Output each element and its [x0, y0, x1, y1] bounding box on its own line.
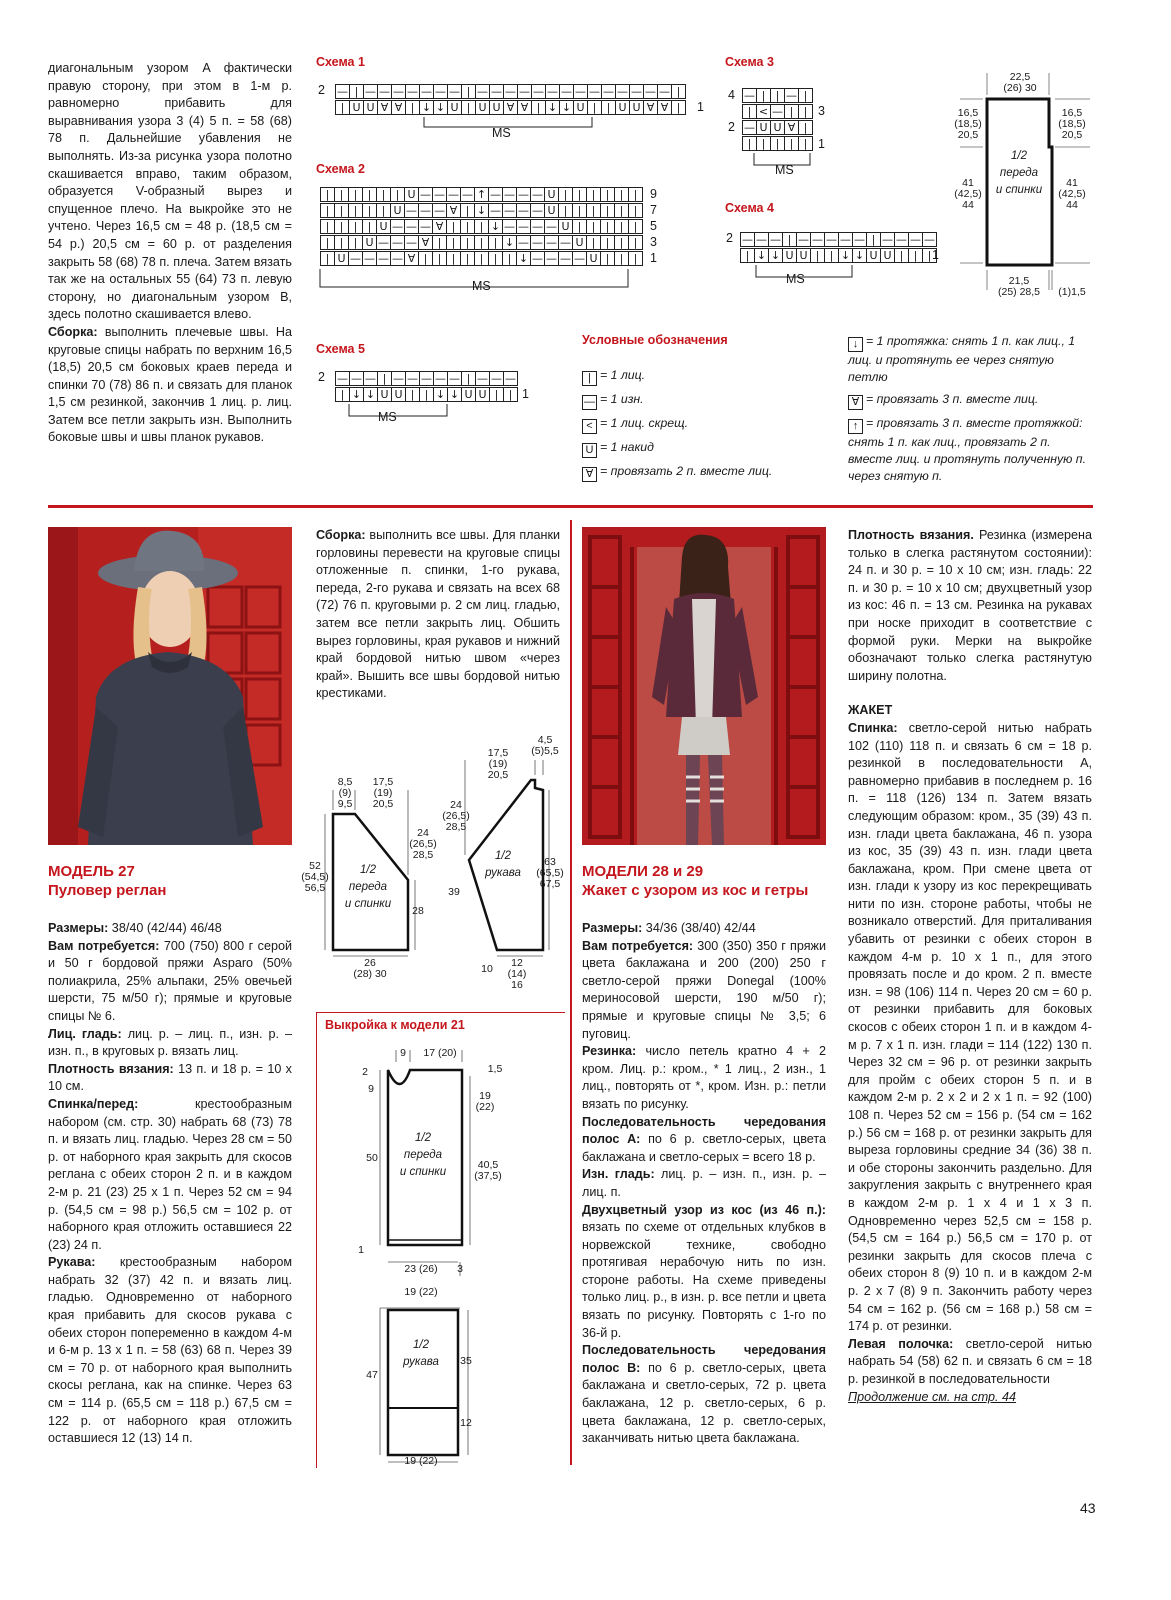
legend-left [582, 367, 822, 482]
pattern-21-right-15: 1,5 [487, 1063, 503, 1075]
top-left-text-block [48, 60, 292, 447]
pattern-21-sleeve-center: 1/2 рукава [403, 1339, 439, 1368]
raglan-label-f: 26 (28) 30 [353, 957, 387, 980]
scheme-4-row-top: — — — | — — — — — | — — — — [742, 233, 935, 246]
model-28-title: МОДЕЛИ 28 и 29 [582, 863, 704, 880]
scheme-1-row-2: 2 [318, 83, 325, 97]
scheme-1-row-1: 1 [697, 100, 704, 114]
top-right-pattern-left-mid: 41 (42,5) 44 [954, 177, 982, 211]
scheme-3-row-1: 1 [818, 137, 825, 151]
model-27-density: Плотность вязания: 13 п. и 18 р. = 10 х 10 см. [48, 1061, 292, 1094]
model-28-text [582, 920, 826, 1448]
raglan-label-h: 4,5 (5)5,5 [531, 734, 559, 757]
model-28-cable: Двухцветный узор из кос (из 46 п.): вязать по схеме от отдельных клубков в норвежской технике, свободно протягивая нерабочую нить по изн. стороне работы. На схеме приведены только лиц. р., в изн. р. все петли и цвета вязать по рисунку. Повторять с 1-го по 36-й р. [582, 1202, 826, 1340]
model-27-back: Спинка/перед: крестообразным набором (см. стр. 30) набрать 68 (73) 78 п. и вязать лиц. гладью. Через 28 см = 50 р. от наборного края закрыть для скосов реглана с обеих сторон 2 п. и в каждом 2-м р. 21 (23) 25 х 1 п. Через 52 см = 94 р. (54,5 см = 98 р.) 56,5 см = 102 р. от наборного края отложить оставшиеся 22 (23) 24 п. [48, 1096, 292, 1252]
top-left-assembly: Сборка: выполнить плечевые швы. На круговые спицы набрать по верхним 16,5 (18,5) 20,5 см боковых краев переда и спинки 70 (78) 86 п. и связать для планок 1,5 см резинкой, закончив 1 лиц. р. лиц. Затем все петли закрыть изн. Выполнить боковые швы и швы планок рукавов. [48, 324, 292, 445]
top-left-paragraph: диагональным узором A фактически правую сторону, при этом в 1-м р. равномерно прибавить для выравнивания узора 3 (4) 5 п. = 58 (68) 78 п. Дальнейшие убавления не выполнять. Из-за рисунка узора полотно скашивается вправо, таким образом, образуется V-образный вырез и спущенное плечо. На выкройке это не учтено. Через 16,5 см = 48 р. (18,5 см = 54 р.) 20,5 см = 60 р. от разделения закрыть 58 (68) 78 п. плеча. Затем вязать так же на остальных 55 (64) 73 п. левую сторону, но диагональным узором B, здесь полотно скашивается влево. [48, 61, 292, 322]
scheme-2-row-7: 7 [650, 203, 657, 217]
legend-item-ssk: ↓ = 1 протяжка: снять 1 п. как лиц., 1 лиц. и протянуть ее через снятую петлю [848, 334, 1076, 384]
top-right-pattern-right-top: 16,5 (18,5) 20,5 [1058, 107, 1086, 141]
scheme-4-row-1: 1 [932, 248, 939, 262]
right-column-text [848, 527, 1092, 1406]
scheme-3-row-3: 3 [818, 104, 825, 118]
pattern-21-bottom-b: 3 [457, 1263, 463, 1275]
scheme-1-row-top: — | — — — — — — — | — — — — — — — — — — — — — — | [335, 84, 686, 98]
pattern-21-top-a: 9 [400, 1047, 406, 1059]
scheme-4-row-2: 2 [726, 231, 733, 245]
legend-item-purl: — = 1 изн. [584, 392, 644, 408]
raglan-label-l: 10 [481, 963, 493, 975]
top-right-pattern-left-top: 16,5 (18,5) 20,5 [954, 107, 982, 141]
top-right-pattern-right-mid: 41 (42,5) 44 [1058, 177, 1086, 211]
model-27-title: МОДЕЛЬ 27 [48, 863, 135, 880]
pattern-21-sleeve-left: 47 [366, 1369, 378, 1381]
raglan-label-m: 12 (14) 16 [507, 957, 527, 991]
section-divider [48, 505, 1093, 508]
pattern-21-left-9: 9 [368, 1083, 374, 1095]
raglan-label-d: 52 (54,5) 56,5 [301, 860, 329, 894]
pattern-21-top-b: 17 (20) [423, 1047, 457, 1059]
scheme-2-ms: MS [472, 279, 491, 293]
scheme-4-ms-bracket [740, 263, 940, 288]
pattern-21-center: 1/2 переда и спинки [399, 1132, 447, 1178]
scheme-2-row-5: 5 [650, 219, 657, 233]
raglan-label-k: 63 (65,5) 67,5 [536, 856, 564, 890]
sweater-photo-illustration [48, 527, 292, 845]
pattern-21-right-405: 40,5 (37,5) [474, 1159, 502, 1182]
pattern-21-sleeve-top: 19 (22) [404, 1286, 438, 1298]
scheme-1-ms: MS [492, 126, 511, 140]
scheme-5-title: Схема 5 [316, 342, 365, 356]
scheme-2-row-9: 9 [650, 187, 657, 201]
raglan-label-e: 28 [412, 905, 424, 917]
model-27-stockinette: Лиц. гладь: лиц. р. – лиц. п., изн. р. – изн. п., в круговых р. вязать лиц. [48, 1026, 293, 1059]
legend-item-sk2p: ↑ = провязать 3 п. вместе протяжкой: снять 1 п. как лиц., провязать 2 п. вместе лиц. и протянуть полученную п. через снятую п. [848, 416, 1086, 483]
scheme-3-ms: MS [775, 163, 794, 177]
scheme-5-row-top: — — — | — — — — — | — — — [337, 372, 516, 385]
scheme-5-ms-bracket [335, 402, 485, 427]
model-27-sizes: Размеры: 38/40 (42/44) 46/48 [48, 921, 222, 935]
continue-link[interactable]: Продолжение см. на стр. 44 [848, 1389, 1017, 1404]
top-right-pattern-center: 1/2 переда и спинки [995, 150, 1043, 196]
pattern-21-sleeve-bottom: 19 (22) [404, 1455, 438, 1467]
model-28-heading [582, 862, 826, 900]
raglan-front-label: 1/2 переда и спинки [344, 864, 392, 910]
raglan-label-j: 39 [448, 886, 460, 898]
scheme-4-title: Схема 4 [725, 201, 774, 215]
top-right-pattern-bottom-right: (1)1,5 [1058, 286, 1086, 298]
legend-item-knit: | = 1 лиц. [582, 367, 822, 386]
scheme-5-row-bottom: | ↓ ↓ U U | | ↓ ↓ U U | | [335, 387, 518, 401]
scheme-1-title: Схема 1 [316, 55, 365, 69]
pattern-21-left-1: 1 [358, 1244, 364, 1256]
legend-title: Условные обозначения [582, 333, 728, 347]
scheme-2-row-1: 1 [650, 251, 657, 265]
model-27-sleeves: Рукава: крестообразным набором набрать 32 (37) 42 п. и вязать лиц. гладью. Одновременно от наборного края прибавить для скосов рукава с обеих сторон попеременно в каждом 4-м и 6-м р. 13 х 1 п. = 58 (63) 68 п. Через 39 см = 70 р. от наборного края выполнить скосы реглана, как на спинке. Через 63 см = 114 р. (65,5 см = 118 р.) 67,5 см = 122 р. от наборного края отложить оставшиеся 12 (13) 14 п. [48, 1255, 292, 1446]
scheme-4-row-bottom: | ↓ ↓ U U | | ↓ ↓ U U | | | [740, 248, 937, 262]
jacket-heading: ЖАКЕТ [848, 703, 893, 718]
model-27-text [48, 920, 292, 1448]
pattern-21-sleeve-right2: 12 [460, 1417, 472, 1429]
model-27-subtitle: Пуловер реглан [48, 882, 167, 899]
raglan-label-a: 8,5 (9) 9,5 [337, 776, 353, 810]
model-28-sizes: Размеры: 34/36 (38/40) 42/44 [582, 921, 756, 935]
legend-item-k3tog: ∀ = провязать 3 п. вместе лиц. [848, 391, 1096, 410]
jacket-photo-illustration [582, 527, 826, 845]
scheme-3-row-2: 2 [728, 120, 735, 134]
right-density: Плотность вязания. Резинка (измерена только в слегка растянутом состоянии): 24 п. и 30 р. = 10 х 10 см; изн. гладь: 22 п. и 30 р. = 10 х 10 см; двухцветный узор из кос: 46 п. = 13 см. Резинка на рукавах при носке приходит в соответствие с формой руки. Мерки на выкройке обозначают только слегка растянутую ширину полотна. [848, 528, 1092, 683]
pattern-21-title: Выкройка к модели 21 [325, 1018, 465, 1032]
pattern-21-left-2: 2 [362, 1066, 368, 1078]
scheme-5-ms: MS [378, 410, 397, 424]
scheme-5-row-2: 2 [318, 370, 325, 384]
top-right-pattern-top: 22,5 (26) 30 [1003, 71, 1037, 94]
top-right-pattern-bottom: 21,5 (25) 28,5 [997, 275, 1041, 298]
legend-item-yarnover: U = 1 накид [582, 439, 822, 458]
model-28-seq-b: Последовательность чередования полос В: по 6 р. светло-серых, цвета баклажана и светло-серых, 72 р. цвета баклажана, 12 р. светло-серых, 6 р. цвета баклажана, 12 р. светло-серых, заканчивать нитью цвета баклажана. [582, 1343, 826, 1446]
model-28-materials: Вам потребуется: 300 (350) 350 г пряжи цвета баклажана и 200 (200) 250 г светло-серой пряжи Donegal (100% мериносовой шерсти, 190 м/50 г); прямые и круговые спицы № 3,5; 6 пуговиц. [582, 938, 826, 1041]
jacket-back: Спинка: светло-серой нитью набрать 102 (110) 118 п. и связать 6 см = 18 р. резинкой в последовательности А, равномерно прибавив в последнем р. 16 п. = 118 (126) 134 п. Затем вязать следующим образом: кром., 35 (39) 43 п. изн. глади цвета баклажана, 46 п. узора из кос, 35 (39) 43 п. изн. глади цвета баклажана, кром. При смене цвета от изн. глади к узору из кос перекрещивать нити по изн. стороне работы, чтобы не возникало отверстий. Для приталивания убавить от резинки с обеих сторон в каждом 4-м р. 10 х 1 п., для этого провязать после и до кром. 2 п. вместе изн. = 98 (106) 114 п. Через 20 см = 60 р. от резинки прибавить для боковых скосов с обеих сторон 1 п. и в каждом 4-м р. 7 х 1 п. изн. глади = 114 (122) 130 п. Через 32 см = 96 р. от резинки закрыть для пройм с обеих сторон 5 п. и в каждом 2-м р. 2 х 2 и 2 х 1 п. = 92 (100) 108 п. Через 52 см = 156 р. (54 см = 162 р.) 56 см = 168 р. от резинки закрыть для выреза горловины средние 34 (36) 38 п. и обе стороны закончить раздельно. Для закругления закрыть с внутреннего края в каждом 2-м р. 1 х 4 и 1 х 3 п. Одновременно через 52,5 см = 158 р. (54,5 см = 164 р.) 56,5 см = 170 р. от резинки закрыть для скосов плеча с обеих сторон 8 (9) 10 п. и в каждом 2-м р. 2 х 7 (8) 9 п. Закончить работу через 54 см = 162 р. (56 см = 168 р.) 58 см = 174 р. от резинки. [848, 720, 1092, 1334]
raglan-sleeve-label: 1/2 рукава [485, 850, 521, 879]
raglan-label-b: 17,5 (19) 20,5 [372, 776, 394, 810]
scheme-3-title: Схема 3 [725, 55, 774, 69]
model-28-seq-a: Последовательность чередования полос А: по 6 р. светло-серых, цвета баклажана и светло-серых = всего 18 р. [582, 1114, 826, 1164]
legend-item-twisted: < = 1 лиц. скрещ. [582, 415, 822, 434]
pattern-21-sleeve-right: 35 [460, 1355, 472, 1367]
model-27-heading [48, 862, 292, 900]
raglan-label-i: 24 (26,5) 28,5 [442, 799, 470, 833]
legend-item-k2tog: ∀ = провязать 2 п. вместе лиц. [582, 463, 822, 482]
middle-assembly-text [316, 527, 560, 703]
legend-right [848, 333, 1096, 485]
model-28-subtitle: Жакет с узором из кос и гетры [582, 882, 809, 899]
scheme-2-row-3: 3 [650, 235, 657, 249]
scheme-3-row-4: 4 [728, 88, 735, 102]
model-27-photo [48, 527, 292, 845]
scheme-2-title: Схема 2 [316, 162, 365, 176]
jacket-left-front: Левая полочка: светло-серой нитью набрать 54 (58) 62 п. и связать 6 см = 18 р. резинкой в последовательности [848, 1336, 1092, 1386]
middle-assembly-paragraph: Сборка: выполнить все швы. Для планки горловины перевести на круговые спицы отложенные п. спинки, 1-го рукава, переда, 2-го рукава и связать на всех 68 (72) 76 п. круговыми р. 2 см лиц. гладью, затем все петли закрыть лиц. Обшить вырез горловины, края рукавов и нижний край бордовой нитью швом «через край». Вышить все швы бордовой нитью крестиками. [316, 528, 560, 701]
model-27-materials: Вам потребуется: 700 (750) 800 г серой и 50 г бордовой пряжи Asparo (50% полиакрила, 25% альпаки, 25% овечьей шерсти, 75 м/50 г); прямые и круговые спицы № 6. [48, 938, 292, 1023]
pattern-21-bottom-a: 23 (26) [404, 1263, 438, 1275]
scheme-4-ms: MS [786, 272, 805, 286]
column-divider [570, 520, 572, 1465]
model-28-rib: Резинка: число петель кратно 4 + 2 кром. Лиц. р.: кром., * 1 лиц., 2 изн., 1 лиц., повторять от *, кром. Изн. р.: петли вязать по рисунку. [582, 1044, 826, 1111]
raglan-label-c: 24 (26,5) 28,5 [409, 827, 437, 861]
raglan-label-g: 17,5 (19) 20,5 [487, 747, 509, 781]
pattern-21-left-50: 50 [366, 1152, 378, 1164]
pattern-21-right-19: 19 (22) [475, 1090, 495, 1113]
model-28-photo [582, 527, 826, 845]
model-28-purl: Изн. гладь: лиц. р. – изн. п., изн. р. – лиц. п. [582, 1167, 826, 1199]
scheme-1-row-bottom: | U U ∀ ∀ | ↓ ↓ U | U U ∀ ∀ | ↓ ↓ U | | U U ∀ ∀ | [335, 100, 686, 114]
scheme-5-row-1: 1 [522, 387, 529, 401]
page-number: 43 [1080, 1500, 1096, 1516]
